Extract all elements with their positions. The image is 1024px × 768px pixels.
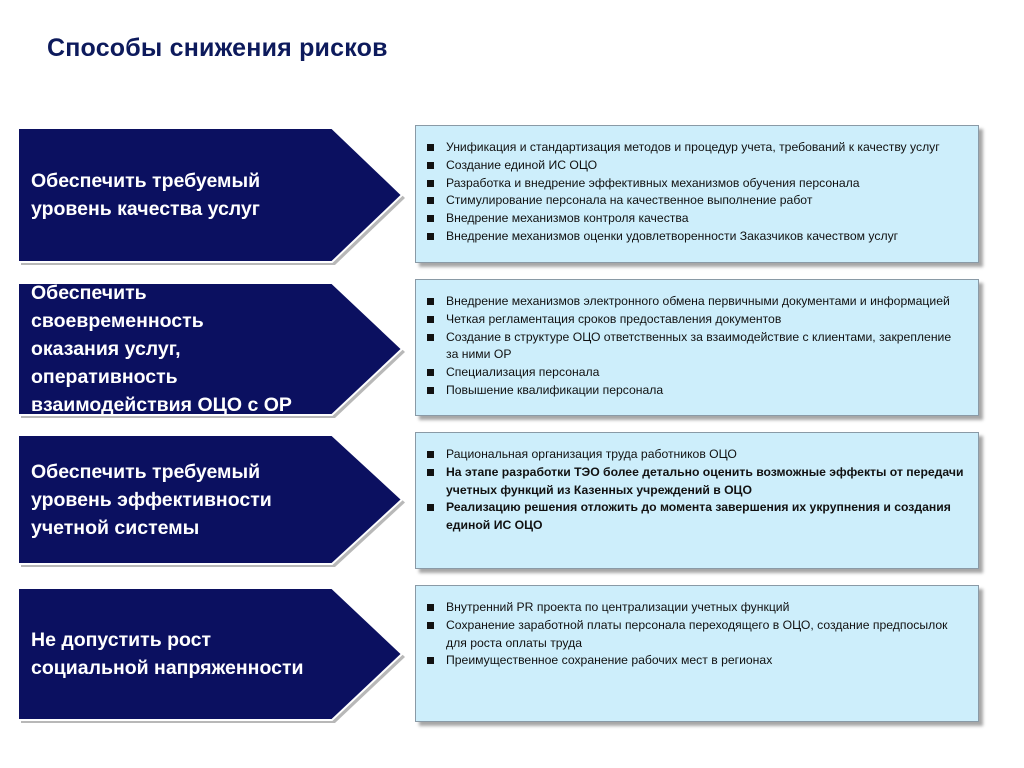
measure-item xyxy=(426,311,964,329)
square-bullet-icon xyxy=(427,334,434,341)
measure-item xyxy=(426,652,964,670)
measure-item xyxy=(426,175,964,193)
goal-label: Обеспечить своевременность оказания услуг, оперативность взаимодействия ОЦО с ОР xyxy=(31,282,292,416)
square-bullet-icon xyxy=(427,604,434,611)
measures-list xyxy=(426,446,964,535)
square-bullet-icon xyxy=(427,451,434,458)
measure-item xyxy=(426,210,964,228)
measure-text: Создание в структуре ОЦО ответственных за взаимодействие с клиентами, закрепление за ними ОР xyxy=(446,329,952,362)
measure-item xyxy=(426,157,964,175)
measure-item xyxy=(426,464,964,500)
measure-text: Специализация персонала xyxy=(446,365,600,380)
measures-box xyxy=(415,432,979,569)
measure-text: Рациональная организация труда работников ОЦО xyxy=(446,447,737,461)
measures-box xyxy=(415,279,979,416)
measure-item xyxy=(426,228,964,246)
measures-list xyxy=(426,293,964,400)
measure-text: Внутренний PR проекта по централизации учетных функций xyxy=(446,600,790,614)
goal-label: Не допустить рост социальной напряженности xyxy=(31,629,304,679)
measure-item xyxy=(426,382,964,400)
goal-arrow xyxy=(18,588,402,720)
square-bullet-icon xyxy=(427,316,434,323)
measure-text: Внедрение механизмов оценки удовлетворенности Заказчиков качеством услуг xyxy=(446,228,899,243)
square-bullet-icon xyxy=(427,180,434,187)
measure-text: Внедрение механизмов контроля качества xyxy=(446,211,689,226)
measure-text: Стимулирование персонала на качественное выполнение работ xyxy=(446,193,813,208)
measure-item xyxy=(426,139,964,157)
square-bullet-icon xyxy=(427,233,434,240)
measure-text: Повышение квалификации персонала xyxy=(446,382,664,397)
measures-box xyxy=(415,585,979,722)
measure-text: Четкая регламентация сроков предоставления документов xyxy=(446,311,782,326)
goal-label: Обеспечить требуемый уровень качества услуг xyxy=(31,170,261,220)
measure-text: Преимущественное сохранение рабочих мест в регионах xyxy=(446,653,773,668)
square-bullet-icon xyxy=(427,387,434,394)
page-title: Способы снижения рисков xyxy=(47,34,388,62)
square-bullet-icon xyxy=(427,197,434,204)
square-bullet-icon xyxy=(427,298,434,305)
square-bullet-icon xyxy=(427,469,434,476)
measure-text: Реализацию решения отложить до момента завершения их укрупнения и создания единой ИС ОЦО xyxy=(446,500,951,533)
goal-arrow xyxy=(18,283,402,415)
measures-box xyxy=(415,125,979,263)
measure-item xyxy=(426,329,964,365)
goal-label: Обеспечить требуемый уровень эффективности учетной системы xyxy=(31,460,272,539)
square-bullet-icon xyxy=(427,622,434,629)
square-bullet-icon xyxy=(427,504,434,511)
measure-text: Создание единой ИС ОЦО xyxy=(446,157,598,172)
square-bullet-icon xyxy=(427,162,434,169)
measure-item xyxy=(426,364,964,382)
measures-list xyxy=(426,599,964,670)
measure-item xyxy=(426,293,964,311)
measure-item xyxy=(426,617,964,653)
measure-text: Сохранение заработной платы персонала переходящего в ОЦО, создание предпосылок для роста оплаты труда xyxy=(446,617,948,650)
measure-text: Унификация и стандартизация методов и процедур учета, требований к качеству услуг xyxy=(446,140,940,154)
measure-item xyxy=(426,446,964,464)
measure-text: На этапе разработки ТЭО более детально оценить возможные эффекты от передачи учетных функций из Казенных учреждений в ОЦО xyxy=(446,464,964,497)
measure-item xyxy=(426,192,964,210)
square-bullet-icon xyxy=(427,215,434,222)
goal-arrow xyxy=(18,128,402,262)
measure-item xyxy=(426,499,964,535)
square-bullet-icon xyxy=(427,144,434,151)
measure-text: Внедрение механизмов электронного обмена первичными документами и информацией xyxy=(446,294,950,308)
measure-text: Разработка и внедрение эффективных механизмов обучения персонала xyxy=(446,175,860,190)
square-bullet-icon xyxy=(427,369,434,376)
measure-item xyxy=(426,599,964,617)
measures-list xyxy=(426,139,964,246)
goal-arrow xyxy=(18,435,402,564)
square-bullet-icon xyxy=(427,657,434,664)
